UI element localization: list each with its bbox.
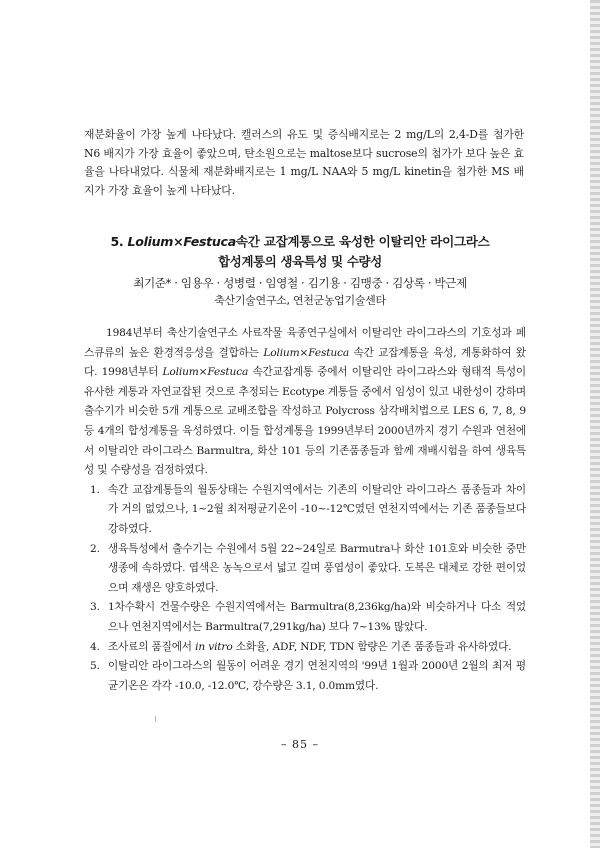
paragraph-text-2: 속간 교잡계통을 육성, 계통화하여 왔다. 1998년부터 [84, 346, 526, 379]
finding-text-before: 조사료의 품질에서 [108, 640, 196, 653]
finding-text: 생육특성에서 출수기는 수원에서 5월 22~24일로 Barmutra나 화산 101호와 비슷한 중만생종에 속하였다. 엽색은 농녹으로서 넓고 길며 풍엽성이 좋았다. 도복은 대체로 강한 편이었으며 재생은 양호하였다. [108, 542, 526, 594]
page-edge-shadow [590, 0, 600, 848]
paragraph-italic-lolium-2: Lolium [162, 366, 199, 379]
paragraph-italic-lolium-1: Lolium [263, 346, 300, 359]
scan-mark [155, 716, 156, 722]
paragraph-text-3: 속간교잡계통 중에서 이탈리안 라이그라스와 형태적 특성이 유사한 계통과 자연교잡된 것으로 추정되는 Ecotype 계통들 중에서 임성이 있고 내한성이 강하며 출수기가 비슷한 5개 계통으로 교배조합을 작성하고 Polycross 삼각배치법으로 LES 6, 7, 8, 9 등 4개의 합성계통을 육성하였다. 이들 합성계통을 1999년부터 2000년까지 경기 수원과 연천에서 이탈리안 라이그라스 Barmultra, 화산 101 등의 기존품종들과 함께 재배시험을 하여 생육특성 및 수량성을 검정하였다. [84, 366, 526, 477]
paragraph-text-1: 1984년부터 축산기술연구소 사료작물 육종연구실에서 이탈리안 라이그라스의 기호성과 페스큐류의 높은 환경적응성을 결합하는 [84, 327, 526, 359]
finding-number: 1. [90, 483, 100, 496]
title-rest: 속간 교잡계통으로 육성한 이탈리안 라이그라스 [235, 234, 490, 249]
findings-list [84, 481, 526, 697]
author-list: 최기준* · 임용우 · 성병렬 · 임영철 · 김기용 · 김맹중 · 김상록 · 박근제 [133, 276, 467, 290]
finding-item-2 [84, 540, 526, 599]
finding-number: 4. [90, 640, 100, 653]
section-number: 5. [110, 234, 124, 249]
finding-number: 3. [90, 601, 100, 614]
title-times-sign: × [173, 234, 184, 249]
finding-text-italic: in vitro [195, 640, 233, 653]
finding-number: 5. [90, 660, 100, 673]
paragraph-times-2: × [198, 366, 208, 379]
paragraph-italic-festuca-1: Festuca [308, 346, 350, 359]
main-paragraph [84, 324, 526, 481]
finding-number: 2. [90, 542, 100, 555]
finding-text: 이탈리안 라이그라스의 월동이 어려운 경기 연천지역의 '99년 1월과 2000년 2월의 최저 평균기온은 각각 -10.0, -12.0℃, 강수량은 3.1, 0.0mm였다. [108, 660, 526, 692]
paragraph-times-1: × [299, 346, 309, 359]
affiliation: 축산기술연구소, 연천군농업기술센타 [214, 294, 386, 307]
section-header [60, 232, 540, 310]
paragraph-italic-festuca-2: Festuca [207, 366, 249, 379]
finding-item-4 [84, 638, 526, 658]
finding-text: 1차수확시 건물수량은 수원지역에서는 Barmultra(8,236kg/ha)와 비슷하거나 다소 적었으나 연천지역에서는 Barmultra(7,291kg/ha) 보다 7~13% 많았다. [108, 601, 526, 633]
finding-text-after: 소화율, ADF, NDF, TDN 함량은 기존 품종들과 유사하였다. [232, 640, 512, 653]
finding-item-3 [84, 598, 526, 637]
section-body [84, 324, 526, 696]
section-title [60, 232, 540, 252]
section-title-line2: 합성계통의 생육특성 및 수량성 [218, 254, 382, 269]
finding-text: 속간 교잡계통들의 월동상태는 수원지역에서는 기존의 이탈리안 라이그라스 품종들과 차이가 거의 없었으나, 1~2월 최저평균기온이 -10~-12℃였던 연천지역에서는 기존 품종들보다 강하였다. [108, 483, 526, 535]
finding-item-1 [84, 481, 526, 540]
page-number: – 85 – [281, 738, 319, 751]
finding-item-5 [84, 657, 526, 696]
title-genus-lolium: Lolium [127, 234, 174, 249]
title-genus-festuca: Festuca [183, 234, 236, 249]
intro-paragraph-block [84, 126, 524, 200]
intro-paragraph: 재분화율이 가장 높게 나타났다. 캘러스의 유도 및 증식배지로는 2 mg/L의 2,4-D를 첨가한 N6 배지가 가장 효율이 좋았으며, 탄소원으로는 maltose보다 sucrose의 첨가가 보다 높은 효율을 나타내었다. 식물체 재분화배지로는 1 mg/L NAA와 5 mg/L kinetin을 첨가한 MS 배지가 가장 효율이 높게 나타났다. [84, 128, 524, 197]
